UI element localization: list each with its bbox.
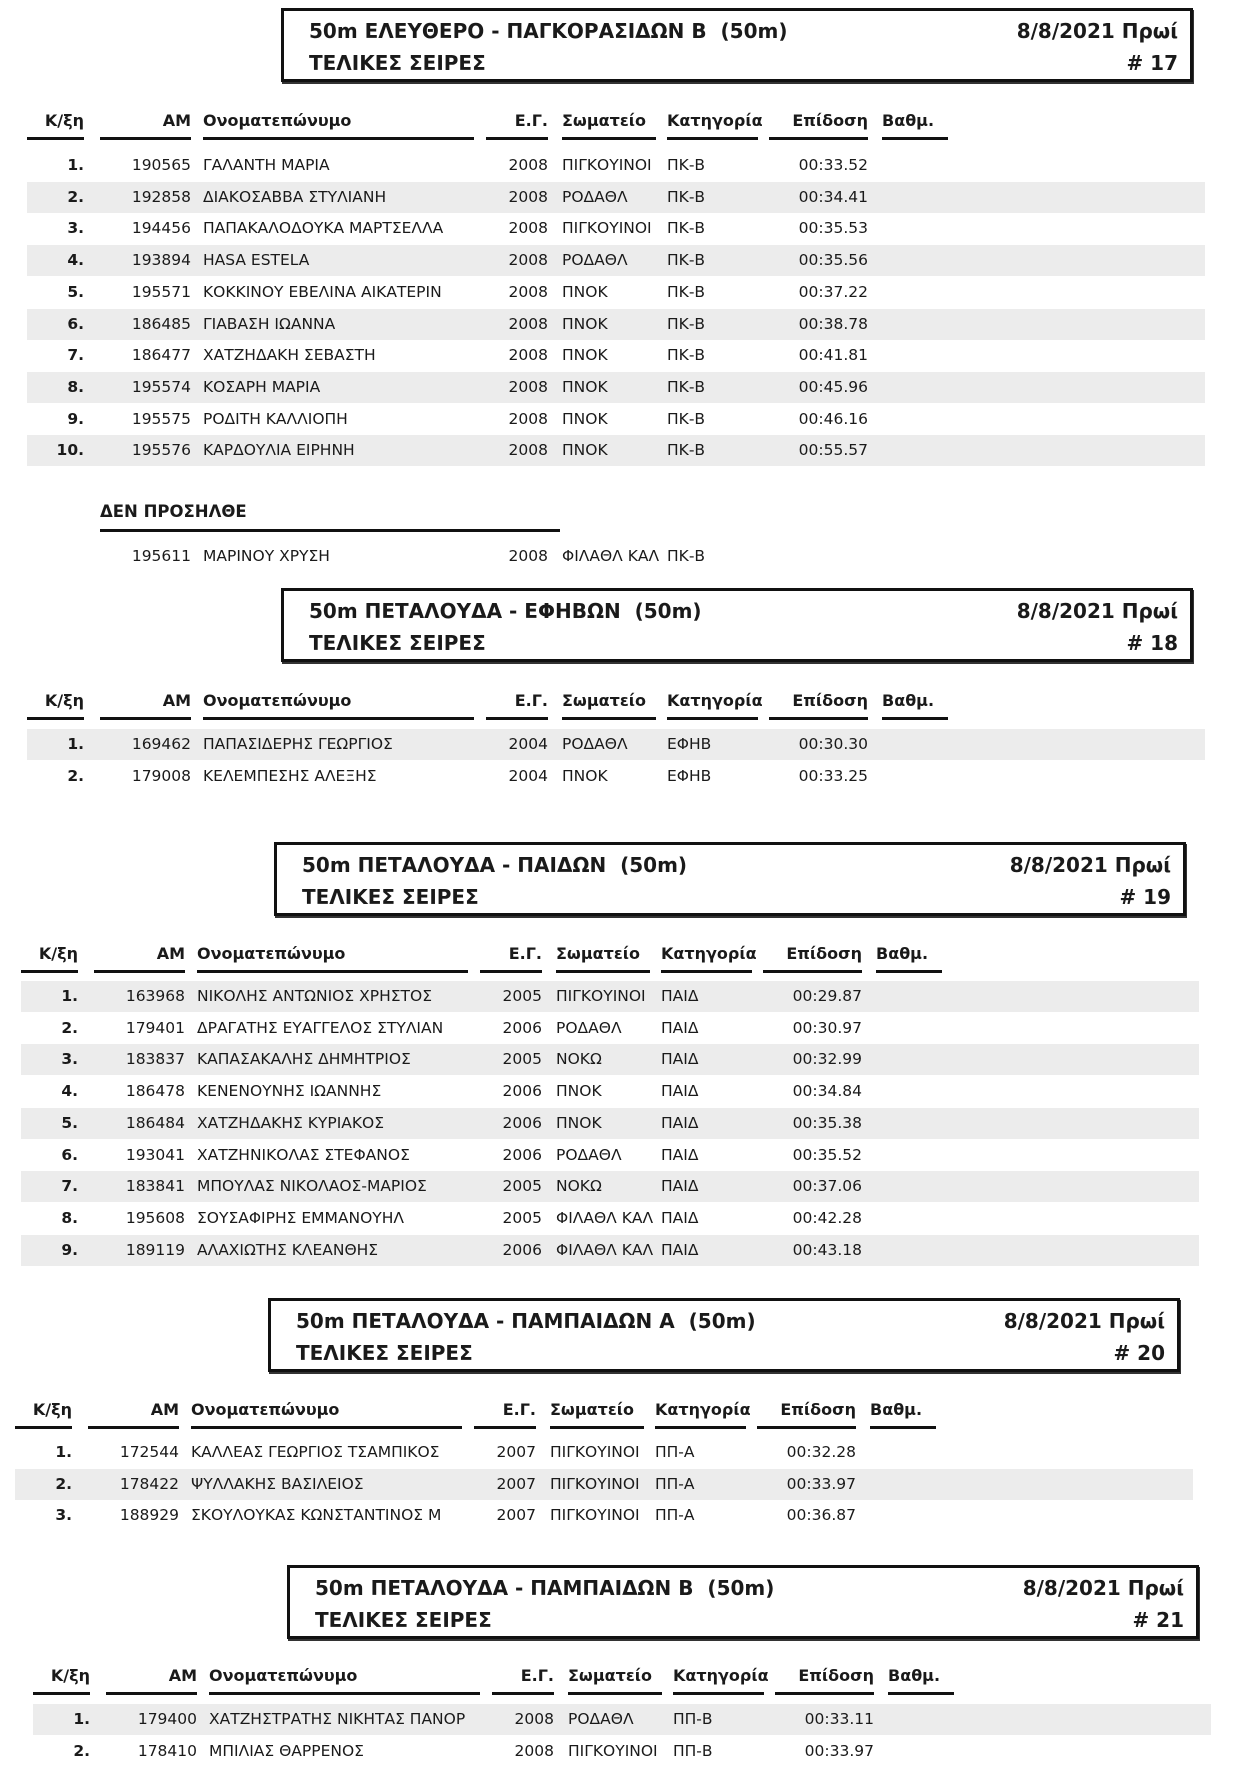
cell-am: 183837	[125, 1050, 185, 1069]
cell-category: ΠΠ-Α	[655, 1506, 695, 1525]
column-header-time: Επίδοση	[763, 943, 862, 973]
column-header-year: Ε.Γ.	[486, 690, 548, 720]
cell-am: 192858	[131, 187, 191, 206]
cell-rank: 5.	[67, 282, 84, 301]
cell-rank: 1.	[73, 1710, 90, 1728]
cell-club: ΠΝΟΚ	[562, 282, 608, 301]
event-date: 8/8/2021 Πρωί	[1016, 19, 1178, 43]
column-header-time: Επίδοση	[775, 1665, 874, 1695]
cell-name: ΜΠΙΛΙΑΣ ΘΑΡΡΕΝΟΣ	[209, 1741, 364, 1760]
cell-am: 195608	[125, 1208, 185, 1227]
table-row	[21, 1140, 1199, 1171]
cell-time: 00:29.87	[792, 987, 862, 1005]
cell-rank: 6.	[61, 1145, 78, 1164]
cell-time: 00:33.97	[804, 1741, 874, 1760]
cell-time: 00:34.84	[792, 1082, 862, 1101]
cell-rank: 1.	[67, 735, 84, 753]
table-header	[0, 1399, 1228, 1435]
cell-year: 2008	[508, 314, 548, 333]
cell-category: ΠΚ-Β	[667, 219, 706, 238]
table-row	[21, 1235, 1199, 1266]
column-header-category: Κατηγορία	[667, 110, 758, 140]
event-header-box	[274, 842, 1186, 916]
event-number: # 20	[1113, 1341, 1165, 1365]
cell-year: 2007	[496, 1474, 536, 1493]
table-row	[21, 981, 1199, 1012]
cell-club: ΦΙΛΑΘΛ ΚΑΛ	[556, 1208, 654, 1227]
column-header-year: Ε.Γ.	[486, 110, 548, 140]
column-header-points: Βαθμ.	[888, 1665, 954, 1695]
cell-name: ΧΑΤΖΗΝΙΚΟΛΑΣ ΣΤΕΦΑΝΟΣ	[197, 1145, 410, 1164]
column-header-am: ΑΜ	[106, 1665, 197, 1695]
column-header-category: Κατηγορία	[661, 943, 752, 973]
cell-am: 179401	[125, 1018, 185, 1037]
cell-time: 00:33.97	[786, 1474, 856, 1493]
cell-time: 00:55.57	[798, 441, 868, 460]
cell-club: ΠΙΓΚΟΥΙΝΟΙ	[550, 1506, 640, 1525]
cell-am: 195574	[131, 377, 191, 396]
cell-rank: 2.	[55, 1474, 72, 1493]
cell-name: ΓΙΑΒΑΣΗ ΙΩΑΝΝΑ	[203, 314, 336, 333]
event-subtitle: ΤΕΛΙΚΕΣ ΣΕΙΡΕΣ	[302, 885, 479, 909]
table-header	[0, 943, 1234, 979]
cell-name: ΚΟΚΚΙΝΟΥ ΕΒΕΛΙΝΑ ΑΙΚΑΤΕΡΙΝ	[203, 282, 442, 301]
cell-time: 00:35.53	[798, 219, 868, 238]
cell-category: ΠΚ-Β	[667, 251, 706, 270]
cell-rank: 4.	[61, 1082, 78, 1101]
cell-time: 00:32.99	[792, 1050, 862, 1069]
cell-year: 2006	[502, 1113, 542, 1132]
table-row	[15, 1469, 1193, 1500]
cell-am: 178410	[137, 1741, 197, 1760]
cell-am: 195571	[131, 282, 191, 301]
cell-club: ΠΙΓΚΟΥΙΝΟΙ	[568, 1741, 658, 1760]
table-row	[33, 1736, 1211, 1767]
cell-time: 00:35.52	[792, 1145, 862, 1164]
event-subtitle: ΤΕΛΙΚΕΣ ΣΕΙΡΕΣ	[309, 51, 486, 75]
cell-rank: 9.	[67, 409, 84, 428]
cell-category: ΠΚ-Β	[667, 156, 706, 174]
cell-am: 183841	[125, 1177, 185, 1196]
event-title: 50m ΠΕΤΑΛΟΥΔΑ - ΠΑΜΠΑΙΔΩΝ Β (50m)	[315, 1576, 775, 1600]
cell-year: 2005	[502, 1208, 542, 1227]
cell-year: 2008	[508, 547, 548, 565]
cell-name: ΑΛΑΧΙΩΤΗΣ ΚΛΕΑΝΘΗΣ	[197, 1240, 379, 1259]
cell-am: 189119	[125, 1240, 185, 1259]
cell-club: ΠΙΓΚΟΥΙΝΟΙ	[550, 1474, 640, 1493]
cell-am: 188929	[119, 1506, 179, 1525]
cell-time: 00:43.18	[792, 1240, 862, 1259]
cell-time: 00:42.28	[792, 1208, 862, 1227]
cell-club: ΝΟΚΩ	[556, 1050, 602, 1069]
cell-category: ΠΠ-Α	[655, 1443, 695, 1461]
event-header-box	[268, 1298, 1180, 1372]
column-header-year: Ε.Γ.	[492, 1665, 554, 1695]
cell-am: 186485	[131, 314, 191, 333]
cell-rank: 2.	[73, 1741, 90, 1760]
cell-time: 00:33.11	[804, 1710, 874, 1728]
cell-category: ΠΑΙΔ	[661, 1018, 699, 1037]
cell-year: 2008	[508, 409, 548, 428]
column-header-am: ΑΜ	[100, 690, 191, 720]
table-row	[27, 309, 1205, 340]
cell-club: ΠΝΟΚ	[562, 346, 608, 365]
cell-year: 2008	[508, 282, 548, 301]
cell-am: 169462	[131, 735, 191, 753]
event-number: # 17	[1126, 51, 1178, 75]
cell-am: 195576	[131, 441, 191, 460]
cell-name: ΣΟΥΣΑΦΙΡΗΣ ΕΜΜΑΝΟΥΗΛ	[197, 1208, 405, 1227]
table-row	[21, 1013, 1199, 1044]
cell-name: HASA ESTELA	[203, 251, 310, 270]
cell-rank: 10.	[56, 441, 84, 460]
column-header-category: Κατηγορία	[673, 1665, 764, 1695]
cell-year: 2008	[508, 346, 548, 365]
column-header-time: Επίδοση	[769, 110, 868, 140]
cell-rank: 1.	[67, 156, 84, 174]
cell-name: ΚΑΡΔΟΥΛΙΑ ΕΙΡΗΝΗ	[203, 441, 355, 460]
column-header-points: Βαθμ.	[882, 690, 948, 720]
column-header-time: Επίδοση	[769, 690, 868, 720]
cell-year: 2005	[502, 1177, 542, 1196]
cell-category: ΠΑΙΔ	[661, 987, 699, 1005]
cell-rank: 5.	[61, 1113, 78, 1132]
cell-time: 00:33.25	[798, 766, 868, 785]
cell-category: ΠΠ-Β	[673, 1741, 713, 1760]
event-date: 8/8/2021 Πρωί	[1022, 1576, 1184, 1600]
cell-time: 00:35.38	[792, 1113, 862, 1132]
cell-year: 2006	[502, 1018, 542, 1037]
column-header-name: Ονοματεπώνυμο	[197, 943, 468, 973]
event-subtitle: ΤΕΛΙΚΕΣ ΣΕΙΡΕΣ	[309, 631, 486, 655]
event-header-box	[281, 588, 1193, 662]
cell-am: 179400	[137, 1710, 197, 1728]
cell-am: 194456	[131, 219, 191, 238]
cell-time: 00:36.87	[786, 1506, 856, 1525]
table-row	[27, 245, 1205, 276]
cell-am: 186478	[125, 1082, 185, 1101]
cell-category: ΠΑΙΔ	[661, 1177, 699, 1196]
column-header-rank: Κ/ξη	[27, 110, 84, 140]
column-header-points: Βαθμ.	[870, 1399, 936, 1429]
table-row	[27, 761, 1205, 792]
event-header-box	[287, 1565, 1199, 1639]
cell-time: 00:35.56	[798, 251, 868, 270]
cell-club: ΠΝΟΚ	[562, 441, 608, 460]
cell-year: 2008	[514, 1741, 554, 1760]
column-header-am: ΑΜ	[88, 1399, 179, 1429]
cell-year: 2008	[508, 377, 548, 396]
cell-time: 00:32.28	[786, 1443, 856, 1461]
column-header-club: Σωματείο	[550, 1399, 644, 1429]
column-header-club: Σωματείο	[562, 110, 656, 140]
cell-am: 172544	[119, 1443, 179, 1461]
column-header-am: ΑΜ	[100, 110, 191, 140]
cell-club: ΡΟΔΑΘΛ	[556, 1145, 622, 1164]
column-header-points: Βαθμ.	[876, 943, 942, 973]
cell-time: 00:37.22	[798, 282, 868, 301]
cell-name: ΚΕΛΕΜΠΕΣΗΣ ΑΛΕΞΗΣ	[203, 766, 377, 785]
cell-name: ΜΑΡΙΝΟΥ ΧΡΥΣΗ	[203, 547, 330, 565]
cell-club: ΠΝΟΚ	[562, 766, 608, 785]
table-row	[27, 435, 1205, 466]
column-header-time: Επίδοση	[757, 1399, 856, 1429]
column-header-am: ΑΜ	[94, 943, 185, 973]
cell-club: ΠΝΟΚ	[556, 1113, 602, 1132]
cell-am: 193041	[125, 1145, 185, 1164]
column-header-rank: Κ/ξη	[27, 690, 84, 720]
table-row	[27, 372, 1205, 403]
column-header-rank: Κ/ξη	[15, 1399, 72, 1429]
cell-name: ΓΑΛΑΝΤΗ ΜΑΡΙΑ	[203, 156, 330, 174]
cell-name: ΨΥΛΛΑΚΗΣ ΒΑΣΙΛΕΙΟΣ	[191, 1474, 364, 1493]
cell-year: 2005	[502, 1050, 542, 1069]
cell-rank: 1.	[55, 1443, 72, 1461]
cell-category: ΠΚ-Β	[667, 547, 706, 565]
cell-club: ΠΝΟΚ	[562, 314, 608, 333]
column-header-year: Ε.Γ.	[480, 943, 542, 973]
cell-category: ΠΚ-Β	[667, 346, 706, 365]
cell-club: ΝΟΚΩ	[556, 1177, 602, 1196]
column-header-year: Ε.Γ.	[474, 1399, 536, 1429]
event-number: # 21	[1132, 1608, 1184, 1632]
cell-time: 00:45.96	[798, 377, 868, 396]
cell-rank: 7.	[61, 1177, 78, 1196]
cell-name: ΔΡΑΓΑΤΗΣ ΕΥΑΓΓΕΛΟΣ ΣΤΥΛΙΑΝ	[197, 1018, 444, 1037]
event-subtitle: ΤΕΛΙΚΕΣ ΣΕΙΡΕΣ	[315, 1608, 492, 1632]
cell-rank: 3.	[67, 219, 84, 238]
cell-am: 193894	[131, 251, 191, 270]
cell-year: 2008	[508, 187, 548, 206]
cell-name: ΚΟΣΑΡΗ ΜΑΡΙΑ	[203, 377, 321, 396]
event-header-box	[281, 8, 1193, 82]
cell-am: 190565	[131, 156, 191, 174]
cell-rank: 3.	[61, 1050, 78, 1069]
event-number: # 19	[1119, 885, 1171, 909]
table-row	[27, 150, 1205, 181]
cell-club: ΡΟΔΑΘΛ	[562, 187, 628, 206]
cell-club: ΦΙΛΑΘΛ ΚΑΛ	[556, 1240, 654, 1259]
cell-year: 2005	[502, 987, 542, 1005]
cell-category: ΠΚ-Β	[667, 377, 706, 396]
cell-club: ΠΙΓΚΟΥΙΝΟΙ	[562, 219, 652, 238]
cell-time: 00:41.81	[798, 346, 868, 365]
cell-club: ΦΙΛΑΘΛ ΚΑΛ	[562, 547, 660, 565]
cell-time: 00:34.41	[798, 187, 868, 206]
cell-club: ΠΝΟΚ	[562, 409, 608, 428]
column-header-club: Σωματείο	[562, 690, 656, 720]
column-header-name: Ονοματεπώνυμο	[191, 1399, 462, 1429]
cell-category: ΠΑΙΔ	[661, 1082, 699, 1101]
table-row	[21, 1076, 1199, 1107]
cell-am: 195575	[131, 409, 191, 428]
table-row	[21, 1203, 1199, 1234]
cell-am: 186477	[131, 346, 191, 365]
cell-year: 2007	[496, 1443, 536, 1461]
cell-category: ΠΠ-Α	[655, 1474, 695, 1493]
table-row	[21, 1108, 1199, 1139]
cell-name: ΝΙΚΟΛΗΣ ΑΝΤΩΝΙΟΣ ΧΡΗΣΤΟΣ	[197, 987, 432, 1005]
cell-year: 2008	[508, 251, 548, 270]
cell-rank: 8.	[67, 377, 84, 396]
dns-heading: ΔΕΝ ΠΡΟΣΗΛΘΕ	[100, 502, 560, 532]
table-row	[21, 1171, 1199, 1202]
table-row	[27, 404, 1205, 435]
cell-time: 00:38.78	[798, 314, 868, 333]
table-row	[15, 1437, 1193, 1468]
cell-rank: 2.	[67, 187, 84, 206]
dns-row	[27, 541, 1205, 572]
cell-rank: 7.	[67, 346, 84, 365]
cell-category: ΠΑΙΔ	[661, 1113, 699, 1132]
table-header	[0, 690, 1240, 726]
table-row	[27, 182, 1205, 213]
table-header	[6, 1665, 1240, 1701]
cell-rank: 9.	[61, 1240, 78, 1259]
cell-club: ΠΙΓΚΟΥΙΝΟΙ	[562, 156, 652, 174]
cell-year: 2006	[502, 1240, 542, 1259]
cell-category: ΠΠ-Β	[673, 1710, 713, 1728]
column-header-club: Σωματείο	[568, 1665, 662, 1695]
cell-club: ΡΟΔΑΘΛ	[562, 735, 628, 753]
cell-category: ΠΚ-Β	[667, 409, 706, 428]
cell-year: 2006	[502, 1082, 542, 1101]
event-date: 8/8/2021 Πρωί	[1003, 1309, 1165, 1333]
cell-category: ΕΦΗΒ	[667, 766, 712, 785]
table-row	[27, 340, 1205, 371]
cell-club: ΠΝΟΚ	[562, 377, 608, 396]
cell-year: 2004	[508, 766, 548, 785]
cell-category: ΠΚ-Β	[667, 441, 706, 460]
cell-year: 2008	[508, 156, 548, 174]
column-header-name: Ονοματεπώνυμο	[203, 110, 474, 140]
cell-club: ΡΟΔΑΘΛ	[562, 251, 628, 270]
cell-category: ΠΑΙΔ	[661, 1240, 699, 1259]
cell-club: ΠΝΟΚ	[556, 1082, 602, 1101]
cell-category: ΠΑΙΔ	[661, 1208, 699, 1227]
cell-name: ΣΚΟΥΛΟΥΚΑΣ ΚΩΝΣΤΑΝΤΙΝΟΣ Μ	[191, 1506, 442, 1525]
cell-time: 00:30.97	[792, 1018, 862, 1037]
event-title: 50m ΠΕΤΑΛΟΥΔΑ - ΠΑΙΔΩΝ (50m)	[302, 853, 688, 877]
event-title: 50m ΕΛΕΥΘΕΡΟ - ΠΑΓΚΟΡΑΣΙΔΩΝ Β (50m)	[309, 19, 788, 43]
table-row	[33, 1704, 1211, 1735]
event-title: 50m ΠΕΤΑΛΟΥΔΑ - ΠΑΜΠΑΙΔΩΝ Α (50m)	[296, 1309, 756, 1333]
cell-club: ΡΟΔΑΘΛ	[556, 1018, 622, 1037]
cell-rank: 2.	[67, 766, 84, 785]
column-header-category: Κατηγορία	[655, 1399, 746, 1429]
table-row	[27, 213, 1205, 244]
cell-time: 00:37.06	[792, 1177, 862, 1196]
table-row	[15, 1500, 1193, 1531]
cell-name: ΚΕΝΕΝΟΥΝΗΣ ΙΩΑΝΝΗΣ	[197, 1082, 382, 1101]
cell-name: ΔΙΑΚΟΣΑΒΒΑ ΣΤΥΛΙΑΝΗ	[203, 187, 387, 206]
event-date: 8/8/2021 Πρωί	[1009, 853, 1171, 877]
cell-category: ΠΚ-Β	[667, 282, 706, 301]
cell-name: ΧΑΤΖΗΔΑΚΗΣ ΚΥΡΙΑΚΟΣ	[197, 1113, 385, 1132]
column-header-points: Βαθμ.	[882, 110, 948, 140]
column-header-name: Ονοματεπώνυμο	[203, 690, 474, 720]
event-title: 50m ΠΕΤΑΛΟΥΔΑ - ΕΦΗΒΩΝ (50m)	[309, 599, 702, 623]
table-row	[27, 729, 1205, 760]
cell-year: 2008	[508, 441, 548, 460]
cell-rank: 2.	[61, 1018, 78, 1037]
column-header-rank: Κ/ξη	[21, 943, 78, 973]
cell-category: ΠΑΙΔ	[661, 1145, 699, 1164]
cell-am: 186484	[125, 1113, 185, 1132]
cell-name: ΜΠΟΥΛΑΣ ΝΙΚΟΛΑΟΣ-ΜΑΡΙΟΣ	[197, 1177, 427, 1196]
column-header-name: Ονοματεπώνυμο	[209, 1665, 480, 1695]
table-header	[0, 110, 1240, 146]
cell-club: ΠΙΓΚΟΥΙΝΟΙ	[556, 987, 646, 1005]
cell-rank: 4.	[67, 251, 84, 270]
event-date: 8/8/2021 Πρωί	[1016, 599, 1178, 623]
table-row	[21, 1044, 1199, 1075]
column-header-rank: Κ/ξη	[33, 1665, 90, 1695]
cell-am: 178422	[119, 1474, 179, 1493]
table-row	[27, 277, 1205, 308]
cell-name: ΧΑΤΖΗΔΑΚΗ ΣΕΒΑΣΤΗ	[203, 346, 376, 365]
cell-name: ΠΑΠΑΣΙΔΕΡΗΣ ΓΕΩΡΓΙΟΣ	[203, 735, 393, 753]
cell-rank: 1.	[61, 987, 78, 1005]
cell-rank: 8.	[61, 1208, 78, 1227]
cell-name: ΚΑΛΛΕΑΣ ΓΕΩΡΓΙΟΣ ΤΣΑΜΠΙΚΟΣ	[191, 1443, 440, 1461]
cell-category: ΕΦΗΒ	[667, 735, 712, 753]
cell-name: ΚΑΠΑΣΑΚΑΛΗΣ ΔΗΜΗΤΡΙΟΣ	[197, 1050, 411, 1069]
cell-year: 2008	[508, 219, 548, 238]
cell-time: 00:30.30	[798, 735, 868, 753]
cell-name: ΧΑΤΖΗΣΤΡΑΤΗΣ ΝΙΚΗΤΑΣ ΠΑΝΟΡ	[209, 1710, 466, 1728]
event-number: # 18	[1126, 631, 1178, 655]
cell-rank: 3.	[55, 1506, 72, 1525]
cell-rank: 6.	[67, 314, 84, 333]
cell-am: 163968	[125, 987, 185, 1005]
cell-name: ΠΑΠΑΚΑΛΟΔΟΥΚΑ ΜΑΡΤΣΕΛΛΑ	[203, 219, 444, 238]
cell-year: 2008	[514, 1710, 554, 1728]
cell-year: 2004	[508, 735, 548, 753]
cell-am: 179008	[131, 766, 191, 785]
cell-club: ΠΙΓΚΟΥΙΝΟΙ	[550, 1443, 640, 1461]
column-header-club: Σωματείο	[556, 943, 650, 973]
cell-year: 2007	[496, 1506, 536, 1525]
cell-category: ΠΑΙΔ	[661, 1050, 699, 1069]
cell-category: ΠΚ-Β	[667, 187, 706, 206]
cell-time: 00:33.52	[798, 156, 868, 174]
cell-am: 195611	[131, 547, 191, 565]
event-subtitle: ΤΕΛΙΚΕΣ ΣΕΙΡΕΣ	[296, 1341, 473, 1365]
cell-year: 2006	[502, 1145, 542, 1164]
column-header-category: Κατηγορία	[667, 690, 758, 720]
cell-time: 00:46.16	[798, 409, 868, 428]
cell-name: ΡΟΔΙΤΗ ΚΑΛΛΙΟΠΗ	[203, 409, 348, 428]
cell-club: ΡΟΔΑΘΛ	[568, 1710, 634, 1728]
cell-category: ΠΚ-Β	[667, 314, 706, 333]
